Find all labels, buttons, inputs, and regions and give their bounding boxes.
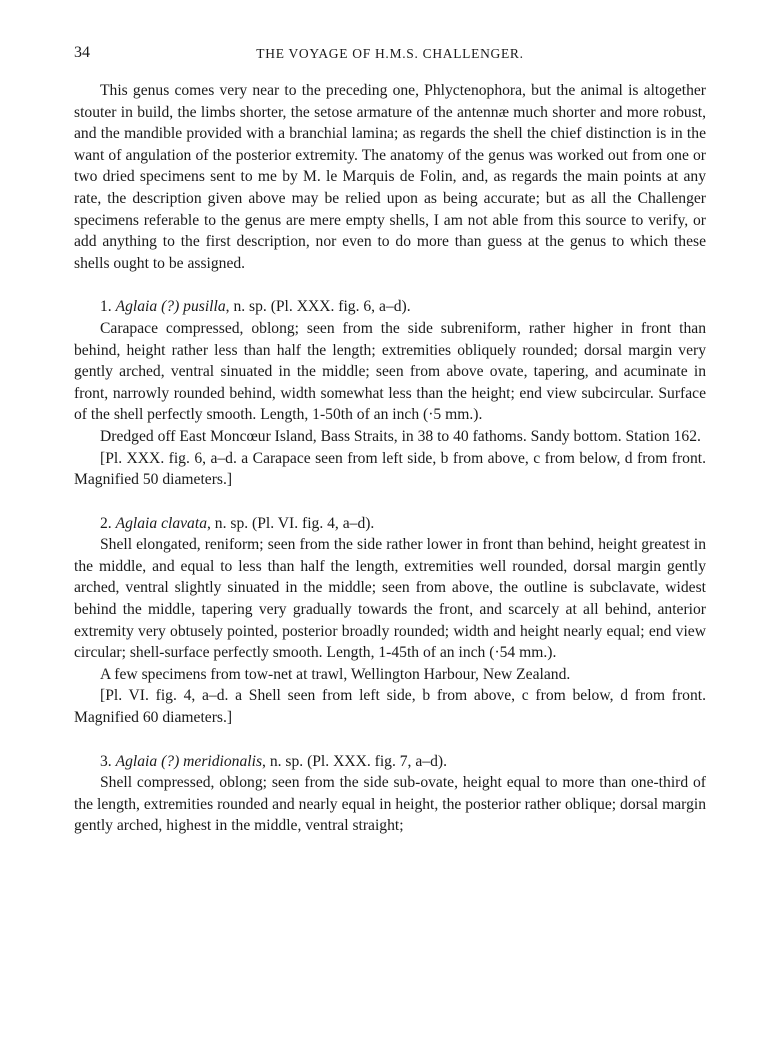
species-author: , n. sp. (Pl. VI. fig. 4, a–d). [207,514,375,532]
figure-note: [Pl. VI. fig. 4, a–d. a Shell seen from left side, b from above, c from below, d from front. Magnified 60 diameters.] [74,687,706,727]
species-heading [74,513,706,535]
intro-paragraph: This genus comes very near to the preceding one, Phlyctenophora, but the animal is altogether stouter in build, the limbs shorter, the setose armature of the antennæ much shorter and more robust, and the mandible provided with a branchial lamina; as regards the shell the chief distinction is in the want of angulation of the posterior extremity. The anatomy of the genus was worked out from one or two dried specimens sent to me by M. le Marquis de Folin, and, as regards the main points at any rate, the description given above may be relied upon as being accurate; but as all the Challenger specimens referable to the genus are mere empty shells, I am not able from this source to verify, or add anything to the first description, nor even to do more than guess at the genus to which these shells ought to be assigned. [74,82,706,272]
body-text [74,80,706,837]
species-author: , n. sp. (Pl. XXX. fig. 6, a–d). [225,298,411,316]
species-name: Aglaia (?) meridionalis [115,752,263,770]
species-description: Carapace compressed, oblong; seen from the side subreniform, rather higher in front than behind, height rather less than half the length; extremities obliquely rounded; dorsal margin very gently arched, ventral sinuated in the middle; seen from above ovate, tapering, and acuminate in front, narrowly rounded behind, width somewhat less than the height; end view subcircular. Surface of the shell perfectly smooth. Length, 1-50th of an inch (·5 mm.). [74,319,706,424]
species-number: 2. [100,514,112,532]
species-number: 1. [100,298,112,316]
species-locality: Dredged off East Moncœur Island, Bass Straits, in 38 to 40 fathoms. Sandy bottom. Station 162. [100,427,701,445]
species-name: Aglaia clavata [115,514,207,532]
page-header [74,44,706,66]
species-heading [74,296,706,318]
species-number: 3. [100,752,112,770]
species-heading [74,751,706,773]
species-locality: A few specimens from tow-net at trawl, Wellington Harbour, New Zealand. [100,665,571,683]
species-description: Shell elongated, reniform; seen from the side rather lower in front than behind, height greatest in the middle, and equal to less than half the length, extremities well rounded, dorsal margin gently arched, ventral slightly sinuated in the middle; seen from above, the outline is subclavate, widest behind the middle, tapering very gradually towards the front, and scarcely at all behind, anterior extremity very obtusely pointed, posterior broadly rounded; width and height nearly equal; end view circular; shell-surface perfectly smooth. Length, 1-45th of an inch (·54 mm.). [74,536,706,662]
species-name: Aglaia (?) pusilla [115,298,226,316]
page-number: 34 [74,44,90,61]
species-description: Shell compressed, oblong; seen from the side sub-ovate, height equal to more than one-third of the length, extremities rounded and nearly equal in height, the posterior rather oblique; dorsal margin gently arched, highest in the middle, ventral straight; [74,774,706,835]
running-title: THE VOYAGE OF H.M.S. CHALLENGER. [256,46,524,61]
figure-note: [Pl. XXX. fig. 6, a–d. a Carapace seen from left side, b from above, c from below, d from front. Magnified 50 diameters.] [74,449,706,489]
species-author: , n. sp. (Pl. XXX. fig. 7, a–d). [262,752,447,770]
